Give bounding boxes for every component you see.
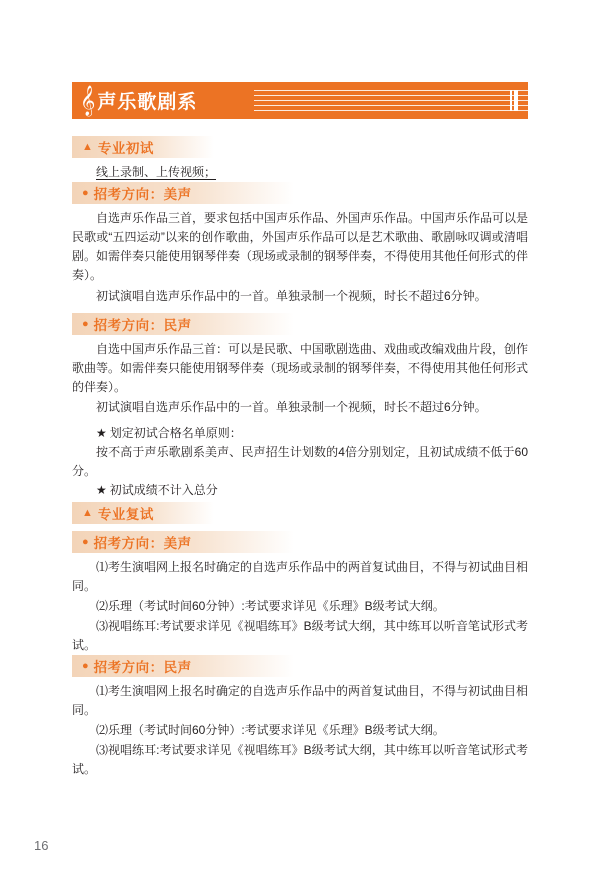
note-score-exclusion: [96, 481, 528, 500]
note-score-exclusion-text: 初试成绩不计入总分: [109, 483, 218, 497]
bullet-marker-icon: ●: [82, 535, 89, 548]
bullet-marker-icon: ●: [82, 317, 89, 330]
minsheng-retest-item-3: ⑶视唱练耳:考试要求详见《视唱练耳》B级考试大纲，其中练耳以听音笔试形式考试。: [72, 743, 528, 776]
meisheng-primary-paragraph-2: 初试演唱自选声乐作品中的一首。单独录制一个视频，时长不超过6分钟。: [96, 289, 487, 303]
minsheng-retest-item-1: ⑴考生演唱网上报名时确定的自选声乐作品中的两首复试曲目，不得与初试曲目相同。: [72, 684, 529, 717]
triangle-marker-icon: ▲: [82, 140, 93, 153]
section-bar-direction-meisheng-2: [72, 531, 294, 553]
section-label-direction-minsheng-1: 招考方向：民声: [93, 318, 192, 333]
minsheng-primary-paragraph-2: 初试演唱自选声乐作品中的一首。单独录制一个视频，时长不超过6分钟。: [96, 400, 487, 414]
minsheng-retest-item-2: ⑵乐理（考试时间60分钟）:考试要求详见《乐理》B级考试大纲。: [96, 723, 445, 737]
section-bar-retest: [72, 502, 214, 524]
section-bar-direction-minsheng-1: [72, 313, 294, 335]
meisheng-retest-item-2: ⑵乐理（考试时间60分钟）:考试要求详见《乐理》B级考试大纲。: [96, 599, 445, 613]
section-label-direction-minsheng-2: 招考方向：民声: [93, 660, 192, 675]
music-endbar-icon: [510, 90, 518, 111]
page-number: 16: [34, 838, 49, 853]
minsheng-primary-paragraph-1: 自选中国声乐作品三首：可以是民歌、中国歌剧选曲、戏曲或改编戏曲片段，创作歌曲等。如需伴奏只能使用钢琴伴奏（现场或录制的钢琴伴奏，不得使用其他任何形式的伴奏）。: [72, 342, 529, 394]
bullet-marker-icon: ●: [82, 186, 89, 199]
star-marker-icon: ★: [96, 426, 107, 440]
primary-exam-note: 线上录制、上传视频；: [96, 165, 217, 179]
section-bar-direction-meisheng-1: [72, 182, 294, 204]
page-title: 声乐歌剧系: [97, 92, 198, 113]
section-label-direction-meisheng-1: 招考方向：美声: [93, 187, 192, 202]
meisheng-retest-item-3: ⑶视唱练耳:考试要求详见《视唱练耳》B级考试大纲，其中练耳以听音笔试形式考试。: [72, 619, 528, 652]
star-marker-icon: ★: [96, 483, 107, 497]
treble-clef-icon: 𝄞: [80, 84, 96, 115]
section-bar-direction-minsheng-2: [72, 655, 294, 677]
section-label-retest: 专业复试: [97, 507, 154, 522]
note-principle-text: 按不高于声乐歌剧系美声、民声招生计划数的4倍分别划定，且初试成绩不低于60分。: [72, 445, 528, 478]
meisheng-primary-paragraph-1: 自选声乐作品三首，要求包括中国声乐作品、外国声乐作品。中国声乐作品可以是民歌或“五四运动”以来的创作歌曲，外国声乐作品可以是艺术歌曲、歌剧咏叹调或清唱剧。如需伴奏只能使用钢琴伴奏（现场或录制的钢琴伴奏，不得使用其他任何形式的伴奏）。: [72, 211, 529, 282]
section-bar-primary-exam: [72, 136, 214, 158]
section-header-banner: [72, 82, 528, 119]
meisheng-retest-item-1: ⑴考生演唱网上报名时确定的自选声乐作品中的两首复试曲目，不得与初试曲目相同。: [72, 560, 529, 593]
section-label-direction-meisheng-2: 招考方向：美声: [93, 536, 192, 551]
section-label-primary-exam: 专业初试: [97, 141, 154, 156]
triangle-marker-icon: ▲: [82, 506, 93, 519]
note-principle-title-text: 划定初试合格名单原则：: [109, 426, 242, 440]
bullet-marker-icon: ●: [82, 659, 89, 672]
note-principle-title: [96, 424, 528, 443]
